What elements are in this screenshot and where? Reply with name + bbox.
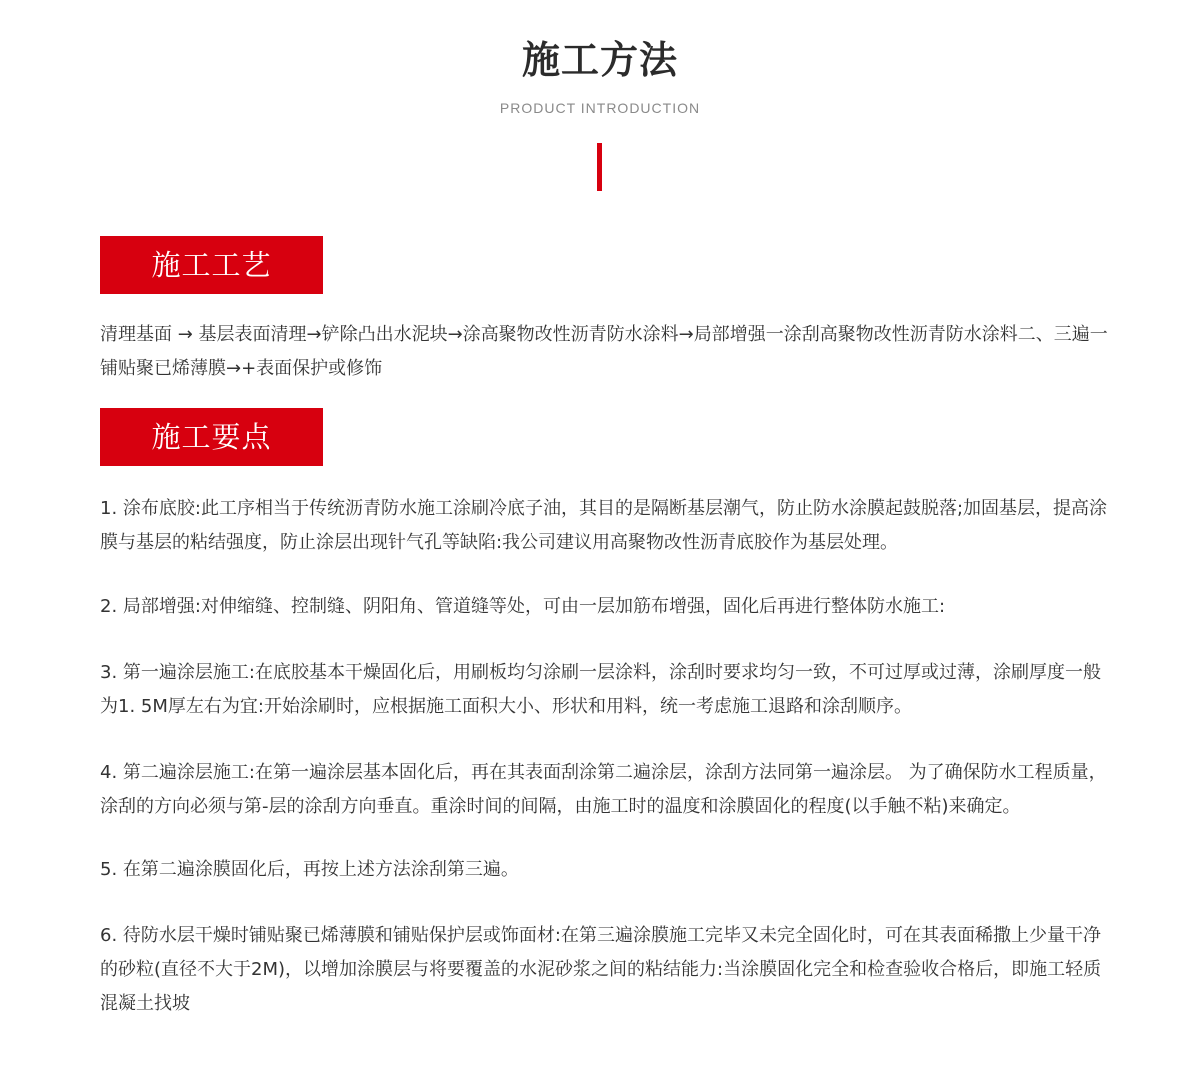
- key-point-item: 6. 待防水层干燥时铺贴聚已烯薄膜和铺贴保护层或饰面材:在第三遍涂膜施工完毕又未完全固化时，可在其表面稀撒上少量干净的砂粒(直径不大于2M)，以增加涂膜层与将要覆盖的水泥砂浆之间的粘结能力:当涂膜固化完全和检查验收合格后，即施工轻质混凝土找坡: [100, 925, 1102, 1014]
- key-point-item: 3. 第一遍涂层施工:在底胶基本干燥固化后，用刷板均匀涂刷一层涂料，涂刮时要求均匀一致，不可过厚或过薄，涂刷厚度一般为1. 5M厚左右为宜:开始涂刷时，应根据施工面积大小、形状和用料，统一考虑施工退路和涂刮顺序。: [100, 662, 1101, 717]
- section-label-process: 施工工艺: [100, 236, 323, 294]
- key-point-item: 5. 在第二遍涂膜固化后，再按上述方法涂刮第三遍。: [100, 859, 519, 880]
- key-point-item: 2. 局部增强:对伸缩缝、控制缝、阴阳角、管道缝等处，可由一层加筋布增强，固化后再进行整体防水施工:: [100, 596, 946, 617]
- key-point-item: 4. 第二遍涂层施工:在第一遍涂层基本固化后，再在其表面刮涂第二遍涂层，涂刮方法同第一遍涂层。 为了确保防水工程质量，涂刮的方向必须与第-层的涂刮方向垂直。重涂时间的间隔，由施工时的温度和涂膜固化的程度(以手触不粘)来确定。: [100, 762, 1107, 817]
- key-point-item: 1. 涂布底胶:此工序相当于传统沥青防水施工涂刷冷底子油，其目的是隔断基层潮气，防止防水涂膜起鼓脱落;加固基层，提高涂膜与基层的粘结强度，防止涂层出现针气孔等缺陷:我公司建议用高聚物改性沥青底胶作为基层处理。: [100, 498, 1108, 553]
- page-subtitle: PRODUCT INTRODUCTION: [499, 100, 701, 116]
- title-divider-bar: [597, 143, 602, 191]
- page-title: 施工方法: [521, 38, 678, 82]
- section-label-key-points: 施工要点: [100, 408, 323, 466]
- process-flow-text: 清理基面 → 基层表面清理→铲除凸出水泥块→涂高聚物改性沥青防水涂料→局部增强一涂刮高聚物改性沥青防水涂料二、三遍一铺贴聚已烯薄膜→+表面保护或修饰: [100, 324, 1108, 379]
